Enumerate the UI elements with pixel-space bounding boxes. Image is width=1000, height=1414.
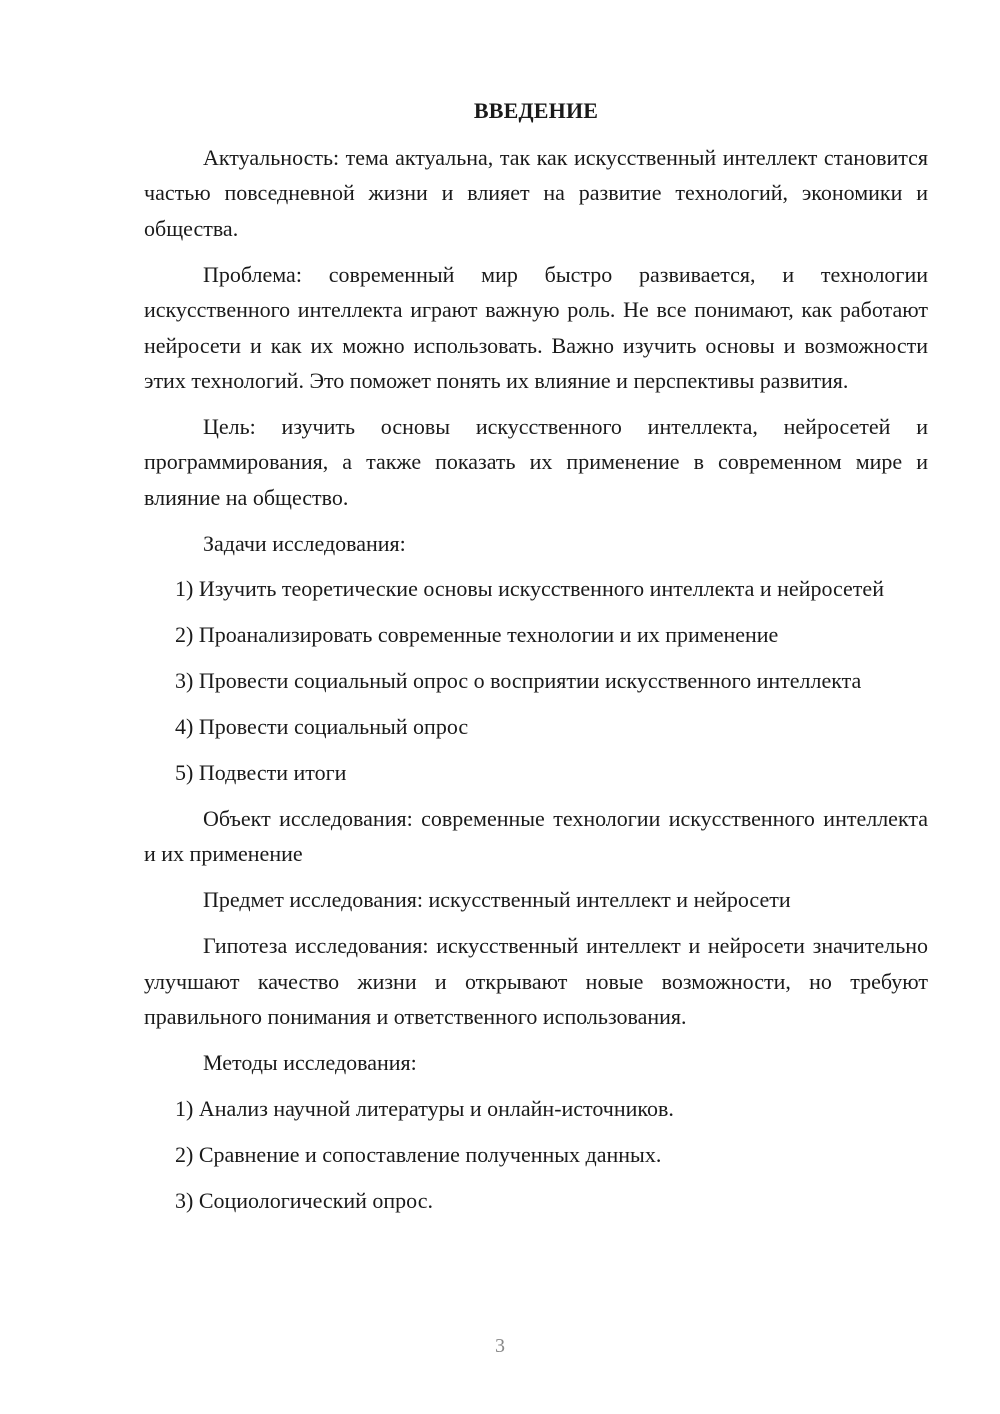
paragraph-methods-heading: Методы исследования: (203, 1049, 417, 1075)
task-item-1: 1) Изучить теоретические основы искусственного интеллекта и нейросетей (175, 576, 884, 602)
task-item-2: 2) Проанализировать современные технологии и их применение (175, 622, 779, 648)
task-item-3: 3) Провести социальный опрос о восприятии искусственного интеллекта (175, 668, 862, 694)
paragraph-problem: Проблема: современный мир быстро развивается, и технологии искусственного интеллекта играют важную роль. Не все понимают, как работают нейросети и как их можно использовать. Важно изучить основы и возможности этих технологий. Это поможет понять их влияние и перспективы развития. (144, 261, 928, 393)
paragraph-goal: Цель: изучить основы искусственного интеллекта, нейросетей и программирования, а также показать их применение в современном мире и влияние на общество. (144, 413, 928, 510)
paragraph-subject: Предмет исследования: искусственный интеллект и нейросети (203, 887, 791, 913)
paragraph-relevance: Актуальность: тема актуальна, так как искусственный интеллект становится частью повседневной жизни и влияет на развитие технологий, экономики и общества. (144, 145, 928, 241)
section-title: ВВЕДЕНИЕ (473, 98, 599, 123)
paragraph-tasks-heading: Задачи исследования: (203, 530, 406, 556)
method-item-3: 3) Социологический опрос. (175, 1187, 433, 1213)
paragraph-object: Объект исследования: современные технологии искусственного интеллекта и их применение (144, 806, 928, 867)
method-item-2: 2) Сравнение и сопоставление полученных данных. (175, 1141, 662, 1167)
paragraph-hypothesis: Гипотеза исследования: искусственный интеллект и нейросети значительно улучшают качество жизни и открывают новые возможности, но требуют правильного понимания и ответственного использования. (144, 933, 928, 1030)
page-number: 3 (495, 1335, 505, 1357)
task-item-4: 4) Провести социальный опрос (175, 714, 469, 740)
document-page (144, 96, 928, 1229)
task-item-5: 5) Подвести итоги (175, 760, 347, 786)
method-item-1: 1) Анализ научной литературы и онлайн-источников. (175, 1095, 674, 1121)
